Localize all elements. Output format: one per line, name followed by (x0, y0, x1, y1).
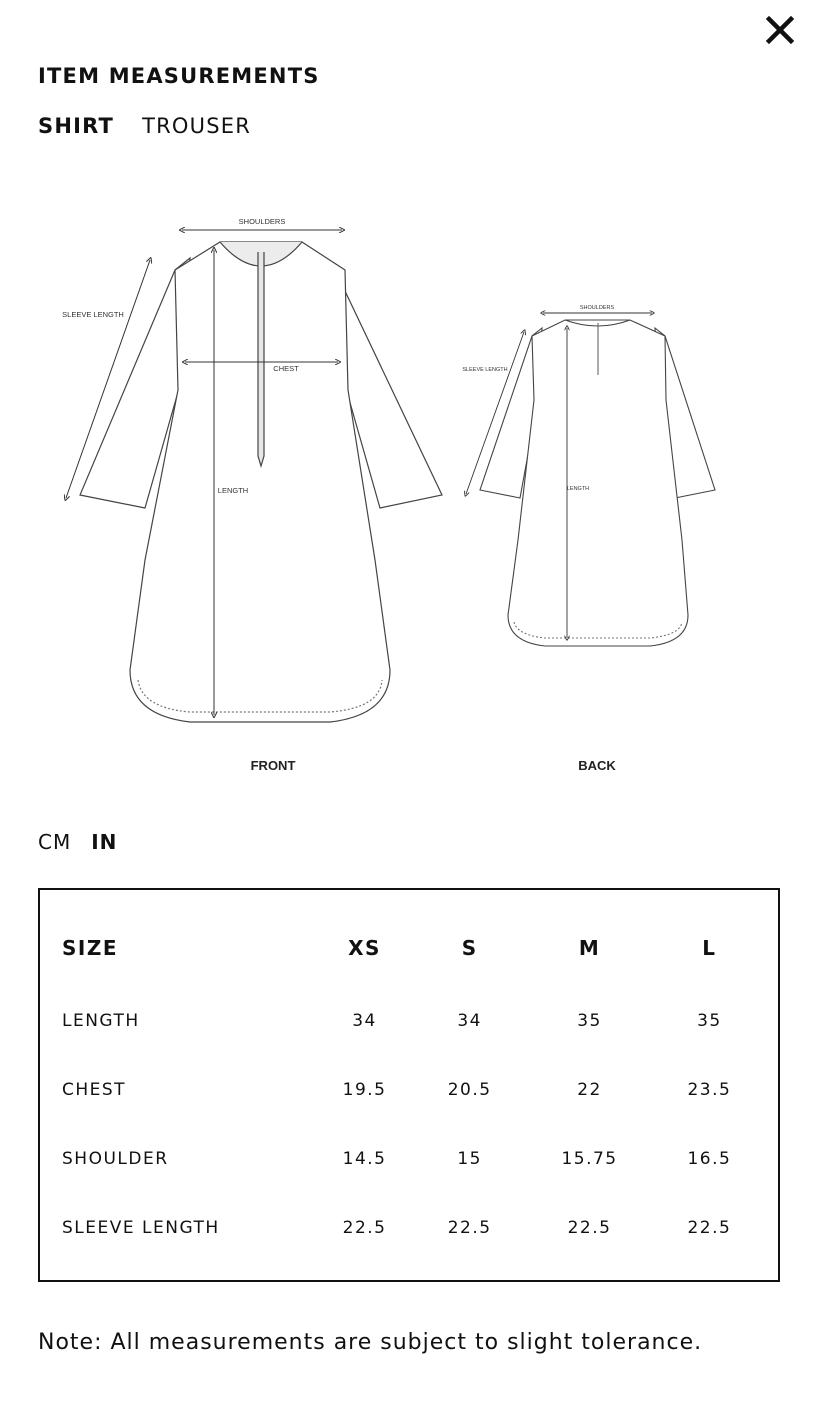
close-button[interactable] (760, 10, 800, 50)
header-xs: XS (348, 936, 381, 960)
measurement-diagram (30, 160, 770, 800)
unit-cm[interactable]: CM (38, 830, 72, 854)
table-row (62, 1193, 762, 1262)
unit-toggle (38, 830, 117, 854)
cell-value: 22.5 (342, 1217, 387, 1238)
header-l: L (702, 936, 717, 960)
size-chart (38, 888, 780, 1282)
cell-value: 22.5 (447, 1217, 492, 1238)
header-s: S (461, 936, 478, 960)
header-m: M (578, 936, 601, 960)
table-row (62, 986, 762, 1055)
close-icon (760, 10, 800, 50)
tab-shirt[interactable]: SHIRT (38, 114, 115, 138)
header-size: SIZE (62, 936, 119, 960)
row-label: CHEST (62, 1079, 127, 1100)
cell-value: 34 (457, 1010, 482, 1031)
back-sleeve-length-label: SLEEVE LENGTH (462, 367, 508, 373)
row-label: SHOULDER (62, 1148, 169, 1169)
front-shoulders-label: SHOULDERS (238, 217, 286, 226)
back-length-label: LENGTH (566, 486, 590, 492)
tolerance-note: Note: All measurements are subject to slight tolerance. (38, 1330, 703, 1355)
cell-value: 22.5 (567, 1217, 612, 1238)
garment-diagram (30, 160, 770, 800)
cell-value: 14.5 (342, 1148, 387, 1169)
row-label: SLEEVE LENGTH (62, 1217, 220, 1238)
tab-trouser[interactable]: TROUSER (142, 114, 251, 138)
front-chest-label: CHEST (273, 364, 299, 373)
cell-value: 34 (352, 1010, 377, 1031)
back-garment (480, 320, 715, 646)
cell-value: 19.5 (342, 1079, 387, 1100)
front-garment (80, 242, 442, 722)
front-caption: FRONT (250, 758, 296, 773)
cell-value: 22.5 (687, 1217, 732, 1238)
garment-tabs (38, 114, 251, 138)
size-table (62, 910, 762, 1262)
row-label: LENGTH (62, 1010, 140, 1031)
front-length-label: LENGTH (217, 486, 249, 495)
cell-value: 15.75 (561, 1148, 618, 1169)
cell-value: 35 (577, 1010, 602, 1031)
cell-value: 35 (697, 1010, 722, 1031)
cell-value: 22 (577, 1079, 602, 1100)
back-caption: BACK (578, 758, 616, 773)
cell-value: 15 (457, 1148, 482, 1169)
back-shoulders-label: SHOULDERS (579, 305, 615, 311)
table-row (62, 1124, 762, 1193)
front-sleeve-length-label: SLEEVE LENGTH (62, 310, 124, 319)
table-header-row (62, 910, 762, 986)
table-row (62, 1055, 762, 1124)
unit-in[interactable]: IN (91, 830, 118, 854)
page-title: ITEM MEASUREMENTS (38, 64, 320, 88)
cell-value: 20.5 (447, 1079, 492, 1100)
cell-value: 16.5 (687, 1148, 732, 1169)
cell-value: 23.5 (687, 1079, 732, 1100)
